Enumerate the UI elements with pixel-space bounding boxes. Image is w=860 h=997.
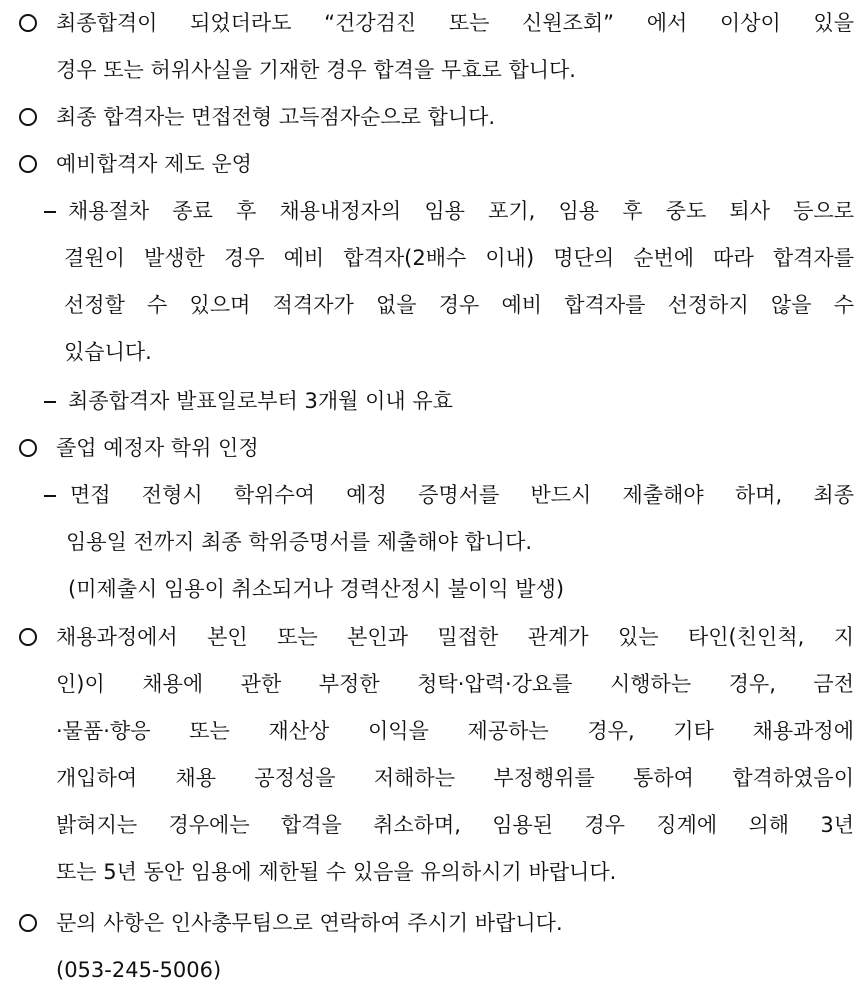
contact-phone-number: (053-245-5006) [56,958,222,982]
dash-marker-icon [44,495,56,497]
paragraph-line: 예비합격자 제도 운영 [56,152,252,176]
paragraph-line: 채용절차 종료 후 채용내정자의 임용 포기, 임용 후 중도 퇴사 등으로 [68,199,854,223]
paragraph-line: 졸업 예정자 학위 인정 [56,436,259,460]
paragraph-line: 인)이 채용에 관한 부정한 청탁·압력·강요를 시행하는 경우, 금전 [56,672,854,696]
bullet-circle-icon [19,628,37,646]
paragraph-line: 또는 5년 동안 임용에 제한될 수 있음을 유의하시기 바랍니다. [56,860,617,884]
paragraph-line: 선정할 수 있으며 적격자가 없을 경우 예비 합격자를 선정하지 않을 수 [64,293,854,317]
paragraph-line: 개입하여 채용 공정성을 저해하는 부정행위를 통하여 합격하였음이 [56,766,854,790]
paragraph-line: 임용일 전까지 최종 학위증명서를 제출해야 합니다. [66,530,533,554]
paragraph-line: 면접 전형시 학위수여 예정 증명서를 반드시 제출해야 하며, 최종 [70,483,854,507]
paragraph-line: 밝혀지는 경우에는 합격을 취소하며, 임용된 경우 징계에 의해 3년 [56,813,854,837]
paragraph-line: 채용과정에서 본인 또는 본인과 밀접한 관계가 있는 타인(친인척, 지 [56,625,854,649]
paragraph-line: 최종합격이 되었더라도 “건강검진 또는 신원조회” 에서 이상이 있을 [56,11,854,35]
paragraph-line: 결원이 발생한 경우 예비 합격자(2배수 이내) 명단의 순번에 따라 합격자를 [64,246,854,270]
paragraph-line: 최종합격자 발표일로부터 3개월 이내 유효 [68,389,453,413]
dash-marker-icon [44,211,56,213]
bullet-circle-icon [19,439,37,457]
bullet-circle-icon [19,914,37,932]
bullet-circle-icon [19,108,37,126]
bullet-circle-icon [19,155,37,173]
paragraph-line: 경우 또는 허위사실을 기재한 경우 합격을 무효로 합니다. [56,58,576,82]
dash-marker-icon [44,401,56,403]
paragraph-line: 최종 합격자는 면접전형 고득점자순으로 합니다. [56,105,496,129]
paragraph-line: 있습니다. [64,340,152,364]
paragraph-line: 문의 사항은 인사총무팀으로 연락하여 주시기 바랍니다. [56,911,563,935]
paragraph-line: (미제출시 임용이 취소되거나 경력산정시 불이익 발생) [68,577,565,601]
paragraph-line: ·물품·향응 또는 재산상 이익을 제공하는 경우, 기타 채용과정에 [56,719,854,743]
bullet-circle-icon [19,14,37,32]
